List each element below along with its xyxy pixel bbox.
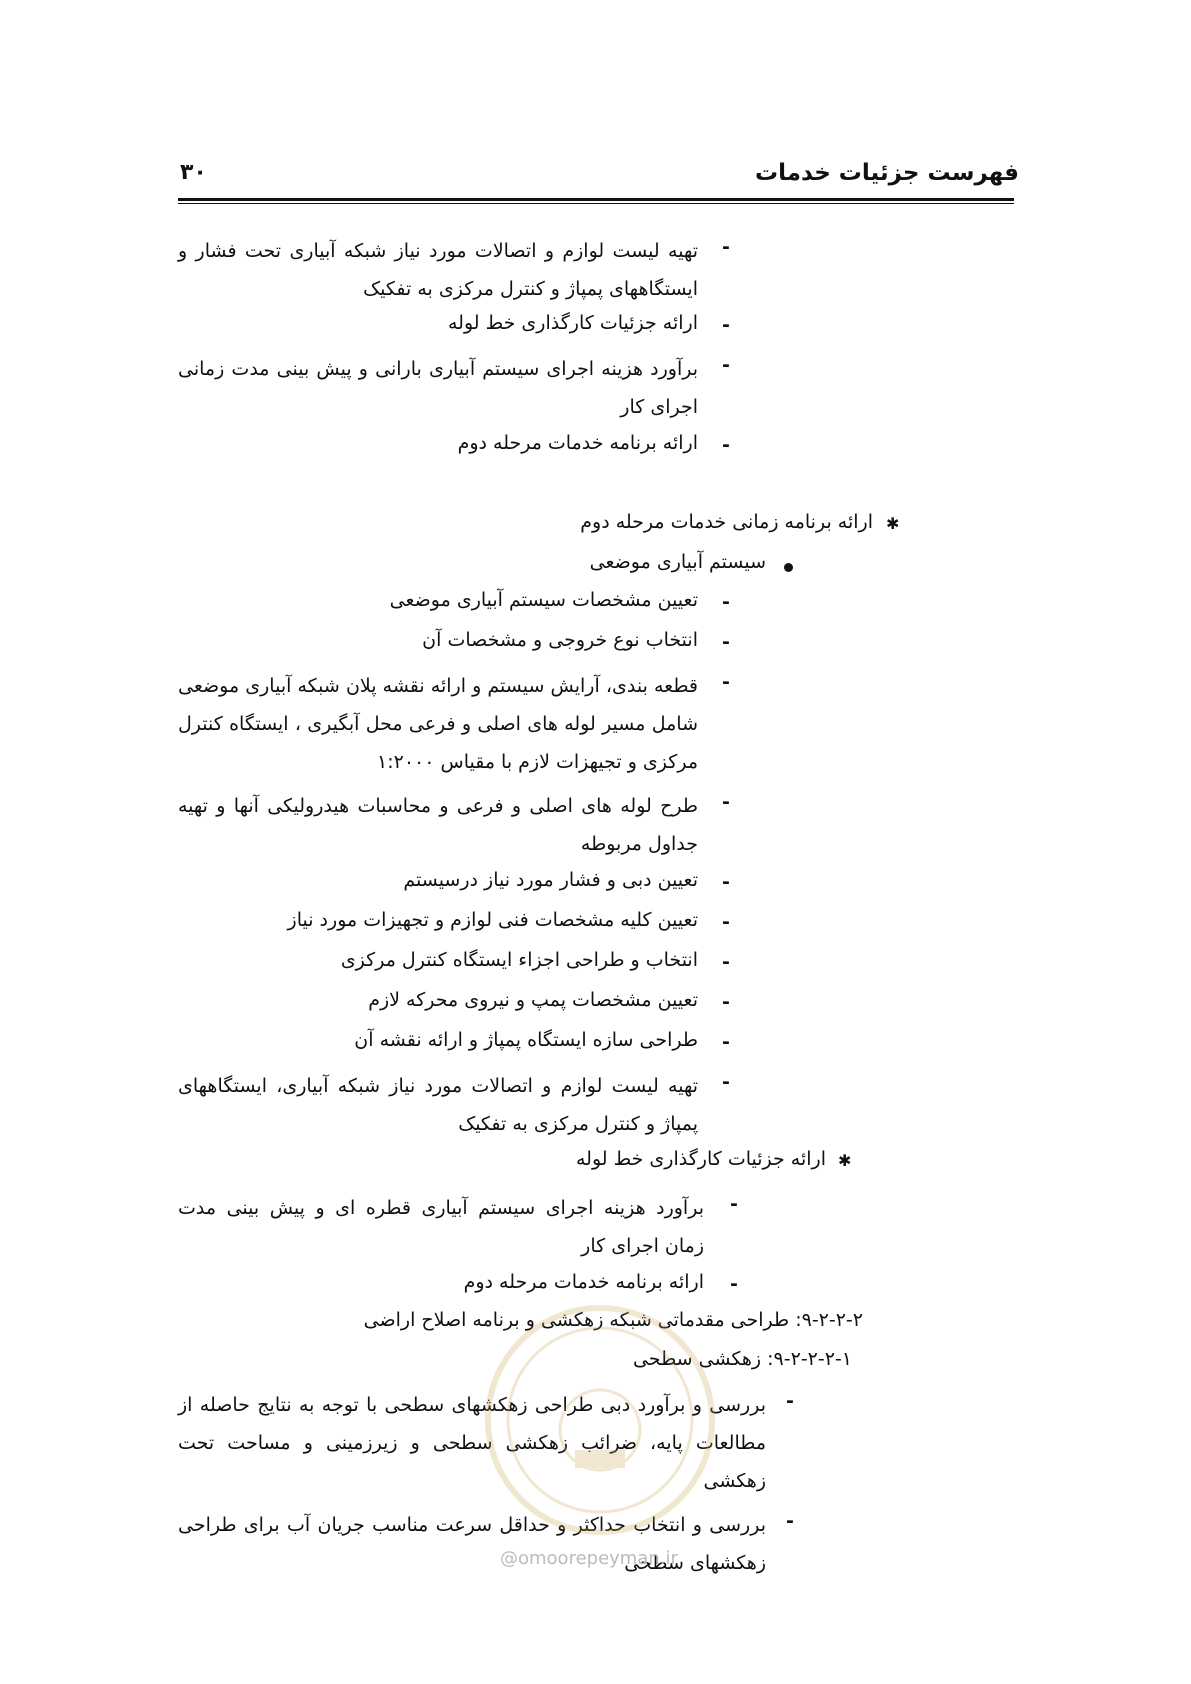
list-item: بررسی و برآورد دبی طراحی زهکشهای سطحی با توجه به نتایج حاصله از مطالعات پایه، ضرائب زهکشی سطحی و زیرزمینی و مساحت تحت زهکشی (178, 1394, 766, 1492)
dash-marker: - (786, 1390, 794, 1412)
dash-marker: - (786, 1510, 794, 1532)
list-item: طراحی سازه ایستگاه پمپاژ و ارائه نقشه آن (354, 1029, 698, 1051)
list-item: انتخاب و طراحی اجزاء ایستگاه کنترل مرکزی (340, 949, 698, 971)
star-heading: ارائه جزئیات کارگذاری خط لوله (575, 1148, 826, 1170)
dash-marker: - (722, 671, 730, 693)
list-item: تعیین مشخصات پمپ و نیروی محرکه لازم (368, 989, 698, 1011)
dash-marker: - (730, 1273, 738, 1295)
dash-marker: - (722, 314, 730, 336)
list-item: ارائه برنامه خدمات مرحله دوم (463, 1271, 704, 1293)
list-item: قطعه بندی، آرایش سیستم و ارائه نقشه پلان شبکه آبیاری موضعی شامل مسیر لوله های اصلی و فرعی محل آبگیری ، ایستگاه کنترل مرکزی و تجیهزات لازم با مقیاس ۱:۲۰۰۰ (178, 675, 698, 773)
dash-marker: - (722, 434, 730, 456)
star-marker: ✱ (838, 1151, 852, 1170)
section-title: طراحی مقدماتی شبکه زهکشی و برنامه اصلاح اراضی (363, 1309, 790, 1331)
dash-marker: - (722, 791, 730, 813)
list-item: برآورد هزینه اجرای سیستم آبیاری قطره ای و پیش بینی مدت زمان اجرای کار (178, 1197, 704, 1257)
bullet-marker (784, 563, 793, 572)
list-item: برآورد هزینه اجرای سیستم آبیاری بارانی و پیش بینی مدت زمانی اجرای کار (178, 358, 698, 418)
list-item: تعیین مشخصات سیستم آبیاری موضعی (389, 589, 698, 611)
list-item: تعیین دبی و فشار مورد نیاز درسیستم (403, 869, 698, 891)
list-item: تهیه لیست لوازم و اتصالات مورد نیاز شبکه آبیاری تحت فشار و ایستگاههای پمپاژ و کنترل مرکزی به تفکیک (178, 240, 698, 300)
dash-marker: - (722, 911, 730, 933)
list-item: تعیین کلیه مشخصات فنی لوازم و تجهیزات مورد نیاز (287, 909, 698, 931)
header-rule (178, 198, 1014, 204)
list-item: طرح لوله های اصلی و فرعی و محاسبات هیدرولیکی آنها و تهیه جداول مربوطه (178, 795, 698, 855)
section-title: زهکشی سطحی (632, 1348, 762, 1370)
dash-marker: - (722, 354, 730, 376)
section-number: ۹-۲-۲-۲-۱: (767, 1348, 852, 1370)
star-marker: ✱ (886, 514, 900, 533)
dash-marker: - (722, 631, 730, 653)
star-heading: ارائه برنامه زمانی خدمات مرحله دوم (580, 511, 873, 533)
list-item: ارائه برنامه خدمات مرحله دوم (457, 432, 698, 454)
watermark-text: @omoorepeyman.ir (500, 1548, 678, 1569)
dash-marker: - (730, 1193, 738, 1215)
section-number: ۹-۲-۲-۲: (795, 1309, 863, 1331)
page-header-title: فهرست جزئیات خدمات (754, 160, 1019, 186)
dash-marker: - (722, 236, 730, 258)
page-number: ۳۰ (180, 160, 207, 185)
dash-marker: - (722, 951, 730, 973)
dash-marker: - (722, 1031, 730, 1053)
watermark-seal-icon (480, 1300, 720, 1540)
bullet-heading: سیستم آبیاری موضعی (589, 551, 766, 573)
dash-marker: - (722, 1071, 730, 1093)
list-item: تهیه لیست لوازم و اتصالات مورد نیاز شبکه آبیاری، ایستگاههای پمپاژ و کنترل مرکزی به تفکیک (178, 1075, 698, 1135)
list-item: انتخاب نوع خروجی و مشخصات آن (422, 629, 698, 651)
dash-marker: - (722, 591, 730, 613)
list-item: ارائه جزئیات کارگذاری خط لوله (447, 312, 698, 334)
list-item: بررسی و انتخاب حداکثر و حداقل سرعت مناسب جریان آب برای طراحی زهکشهای سطحی (178, 1514, 766, 1574)
dash-marker: - (722, 871, 730, 893)
dash-marker: - (722, 991, 730, 1013)
